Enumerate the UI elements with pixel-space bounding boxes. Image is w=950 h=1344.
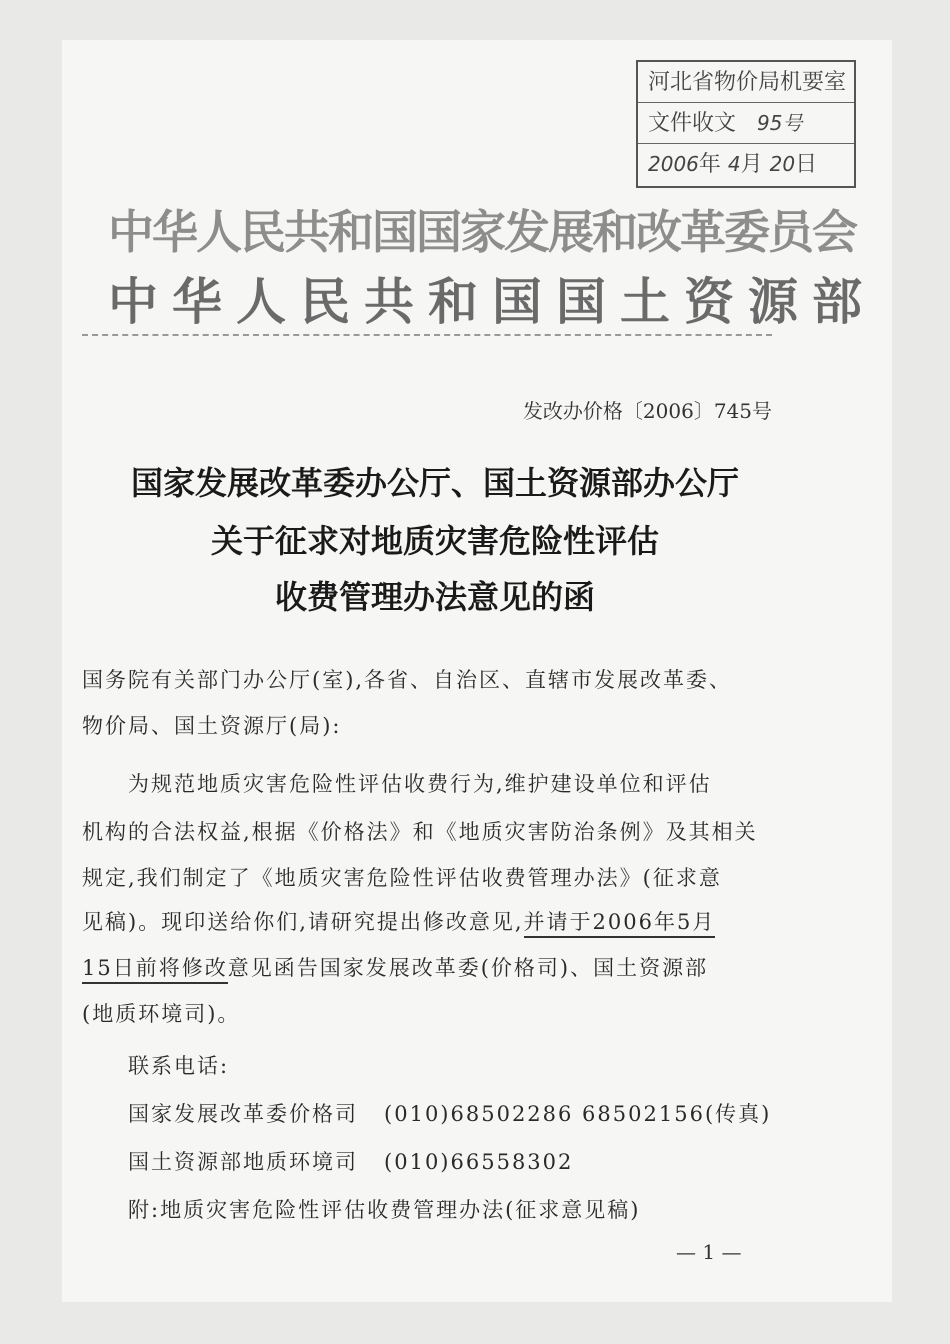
deadline-underlined: 并请于2006年5月 bbox=[524, 910, 716, 938]
page-number: — 1 — bbox=[676, 1240, 742, 1264]
body-para-line-6: (地质环境司)。 bbox=[82, 1002, 241, 1026]
body-para-line-1: 为规范地质灾害危险性评估收费行为,维护建设单位和评估 bbox=[128, 772, 712, 796]
title-line-1: 国家发展改革委办公厅、国土资源部办公厅 bbox=[130, 464, 739, 502]
title-line-3: 收费管理办法意见的函 bbox=[274, 578, 595, 616]
stamp-date-year: 2006 bbox=[648, 152, 699, 176]
letterhead-divider bbox=[82, 334, 772, 336]
addressee-line-1: 国务院有关部门办公厅(室),各省、自治区、直辖市发展改革委、 bbox=[82, 668, 733, 692]
contact-line-1 bbox=[128, 1098, 771, 1128]
stamp-date-month-label: 月 bbox=[740, 152, 763, 177]
stamp-date-month: 4 bbox=[727, 152, 741, 176]
body-para-line-5b: 意见函告国家发展改革委(价格司)、国土资源部 bbox=[227, 956, 709, 980]
contact-line-2 bbox=[128, 1146, 573, 1176]
addressee-line-2: 物价局、国土资源厅(局): bbox=[82, 714, 342, 738]
attachment-line: 附:地质灾害危险性评估收费管理办法(征求意见稿) bbox=[128, 1198, 641, 1222]
stamp-date-year-label: 年 bbox=[698, 152, 721, 177]
title-line-2: 关于征求对地质灾害危险性评估 bbox=[210, 522, 659, 560]
stamp-date-day: 20 bbox=[769, 152, 796, 176]
contact-2-dept: 国土资源部地质环境司 bbox=[128, 1150, 358, 1174]
body-para-line-4 bbox=[82, 906, 715, 936]
contact-2-phone: (010)66558302 bbox=[384, 1150, 574, 1174]
stamp-date-day-label: 日 bbox=[795, 152, 818, 177]
contact-1-phone: (010)68502286 68502156(传真) bbox=[384, 1102, 772, 1126]
document-number: 发改办价格〔2006〕745号 bbox=[522, 399, 772, 423]
stamp-receipt-number bbox=[638, 103, 854, 144]
deadline-underlined-cont: 15日前将修改 bbox=[82, 956, 228, 984]
body-para-line-2: 机构的合法权益,根据《价格法》和《地质灾害防治条例》及其相关 bbox=[82, 820, 758, 844]
contact-label: 联系电话: bbox=[128, 1054, 230, 1078]
contact-1-dept: 国家发展改革委价格司 bbox=[128, 1102, 358, 1126]
stamp-receipt-label: 文件收文 bbox=[648, 111, 737, 136]
body-para-line-5 bbox=[82, 952, 708, 982]
body-para-line-4a: 见稿)。现印送给你们,请研究提出修改意见, bbox=[82, 910, 524, 934]
stamp-date bbox=[638, 144, 854, 185]
letterhead-mlr: 中华人民共和国国土资源部 bbox=[108, 273, 876, 331]
stamp-receipt-value: 95号 bbox=[757, 111, 803, 135]
letterhead-ndrc: 中华人民共和国国家发展和改革委员会 bbox=[108, 205, 856, 259]
stamp-office: 河北省物价局机要室 bbox=[638, 62, 854, 103]
body-para-line-3: 规定,我们制定了《地质灾害危险性评估收费管理办法》(征求意 bbox=[82, 866, 722, 890]
receipt-stamp bbox=[636, 60, 856, 188]
